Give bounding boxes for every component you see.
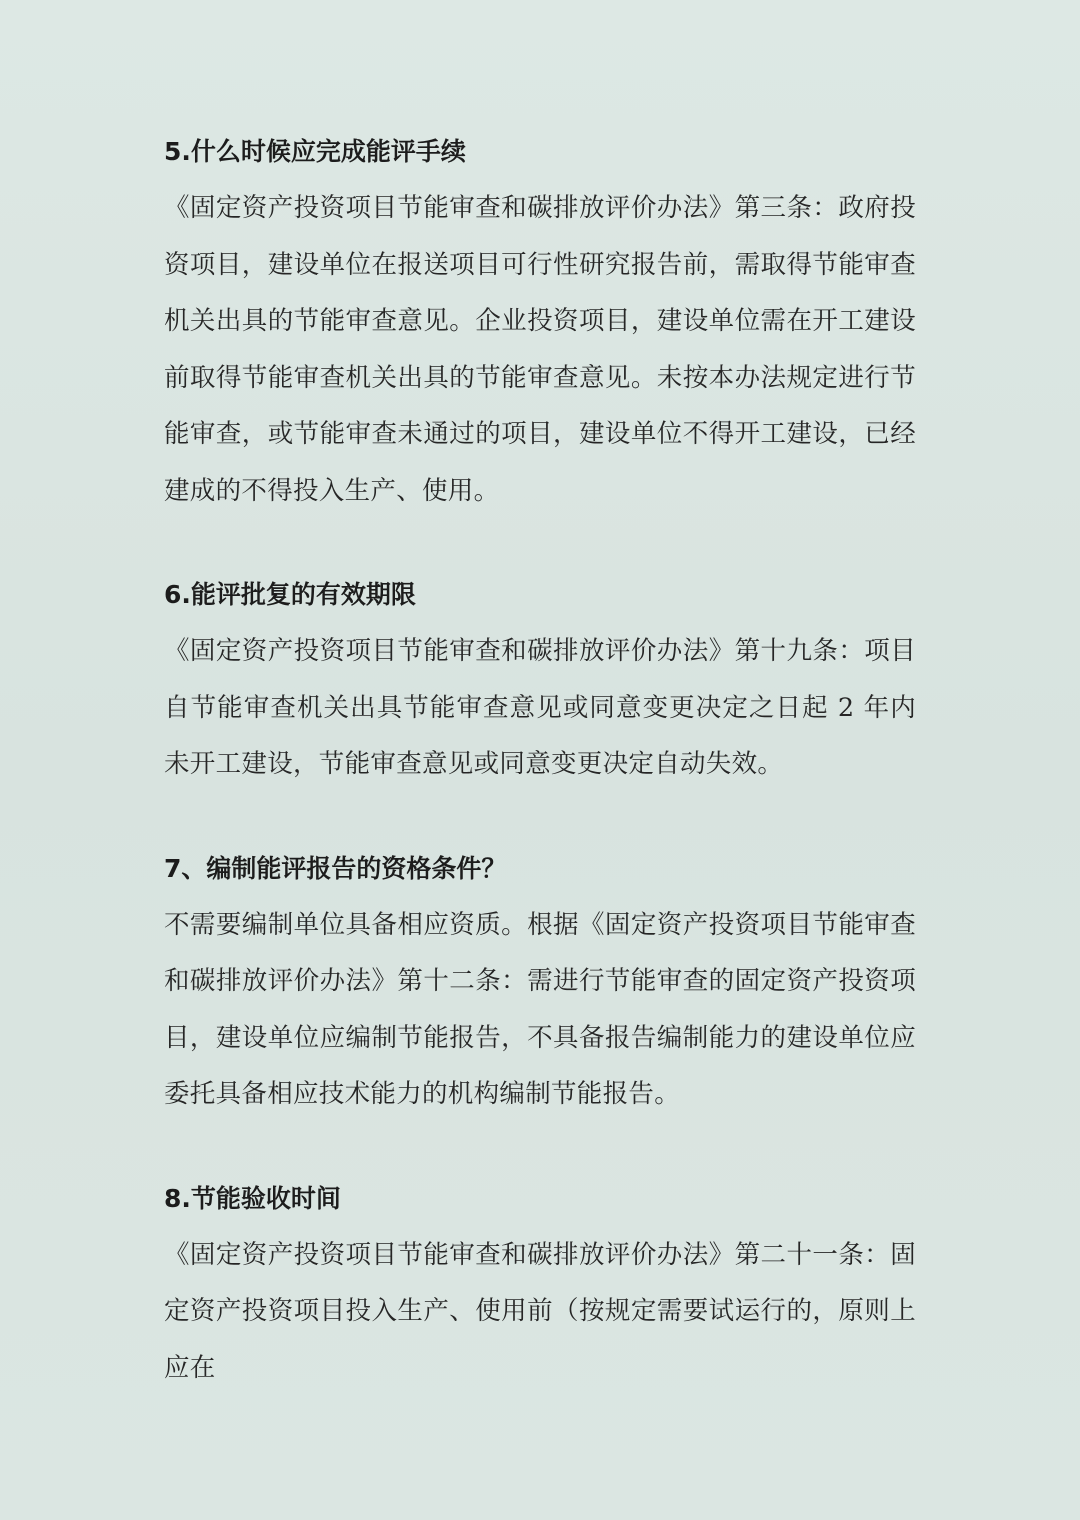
section-heading: 8.节能验收时间 xyxy=(164,1183,341,1213)
section-body: 不需要编制单位具备相应资质。根据《固定资产投资项目节能审查和碳排放评价办法》第十二条：需进行节能审查的固定资产投资项目，建设单位应编制节能报告，不具备报告编制能力的建设单位应委托具备相应技术能力的机构编制节能报告。 xyxy=(164,909,916,1109)
section-body: 《固定资产投资项目节能审查和碳排放评价办法》第十九条：项目自节能审查机关出具节能审查意见或同意变更决定之日起 2 年内未开工建设，节能审查意见或同意变更决定自动失效。 xyxy=(164,636,916,779)
section-8 xyxy=(164,1171,916,1397)
section-heading: 6.能评批复的有效期限 xyxy=(164,580,416,609)
section-5 xyxy=(164,124,916,519)
section-body: 《固定资产投资项目节能审查和碳排放评价办法》第三条：政府投资项目，建设单位在报送项目可行性研究报告前，需取得节能审查机关出具的节能审查意见。企业投资项目，建设单位需在开工建设前取得节能审查机关出具的节能审查意见。未按本办法规定进行节能审查，或节能审查未通过的项目，建设单位不得开工建设，已经建成的不得投入生产、使用。 xyxy=(164,193,916,506)
section-heading: 7、编制能评报告的资格条件？ xyxy=(164,853,507,883)
document-content xyxy=(164,124,916,1444)
section-6 xyxy=(164,567,916,793)
section-7 xyxy=(164,841,916,1123)
section-body: 《固定资产投资项目节能审查和碳排放评价办法》第二十一条：固定资产投资项目投入生产、使用前（按规定需要试运行的，原则上应在 xyxy=(164,1239,916,1383)
section-heading: 5.什么时候应完成能评手续 xyxy=(164,137,466,166)
